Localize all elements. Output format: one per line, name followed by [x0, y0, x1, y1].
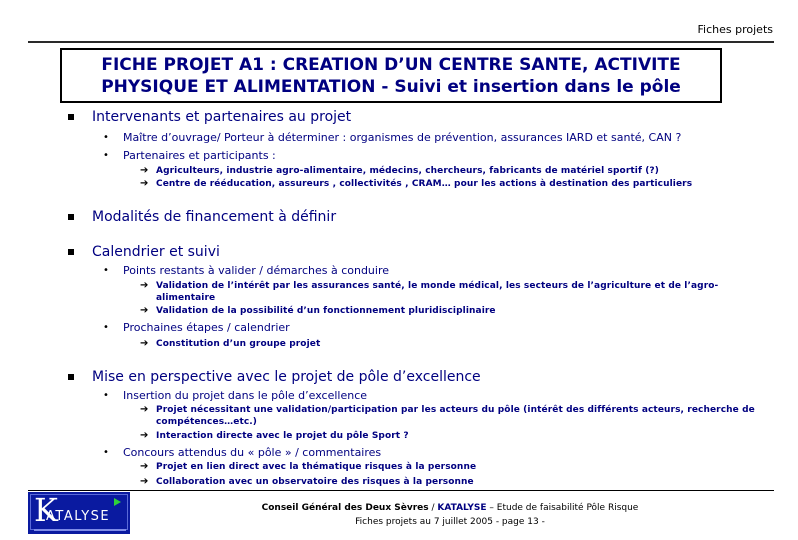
list-item: Concours attendus du « pôle » / commentaires [123, 446, 382, 459]
katalyse-logo [28, 492, 130, 534]
list-item: Validation de l’intérêt par les assurances santé, le monde médical, les secteurs de l’agriculture et de l’agro- [156, 281, 719, 291]
list-item: Constitution d’un groupe projet [156, 339, 321, 349]
list-item: Projet nécessitant une validation/participation par les acteurs du pôle (intérêt des différents acteurs, recherche de [156, 405, 755, 415]
section-heading-perspective: Mise en perspective avec le projet de pôle d’excellence [92, 369, 481, 385]
section-heading-financement: Modalités de financement à définir [92, 209, 337, 225]
list-item: Insertion du projet dans le pôle d’excellence [123, 389, 368, 402]
section-heading-calendrier: Calendrier et suivi [92, 244, 220, 260]
bullet-icon: • [103, 150, 109, 161]
bullet-icon: • [103, 322, 109, 333]
footer-credit [230, 503, 670, 513]
bullet-icon: • [103, 265, 109, 276]
arrow-right-icon: ➔ [140, 305, 149, 316]
list-item: Collaboration avec un observatoire des risques à la personne [156, 477, 474, 487]
bullet-icon: • [103, 132, 109, 143]
header-label: Fiches projets [697, 23, 773, 36]
bullet-icon: • [103, 390, 109, 401]
title-line-1: FICHE PROJET A1 : CREATION D’UN CENTRE SANTE, ACTIVITE [101, 55, 681, 75]
page-title [60, 48, 722, 103]
arrow-right-icon: ➔ [140, 476, 149, 487]
list-item: Validation de la possibilité d’un fonctionnement pluridisciplinaire [156, 306, 496, 316]
logo-letter: K [34, 492, 58, 529]
arrow-right-icon: ➔ [140, 178, 149, 189]
list-item: Agriculteurs, industrie agro-alimentaire, médecins, chercheurs, fabricants de matériel sportif (?) [156, 166, 659, 176]
square-bullet-icon [68, 214, 74, 220]
header-divider [28, 41, 774, 43]
title-line-2: PHYSIQUE ET ALIMENTATION - Suivi et insertion dans le pôle [101, 77, 681, 97]
square-bullet-icon [68, 249, 74, 255]
list-item: Points restants à valider / démarches à conduire [123, 264, 390, 277]
square-bullet-icon [68, 374, 74, 380]
list-item: Centre de rééducation, assureurs , collectivités , CRAM… pour les actions à destination des particuliers [156, 179, 693, 189]
footer-divider [28, 490, 774, 491]
footer-separator: / [428, 503, 438, 513]
footer-company: KATALYSE [437, 503, 487, 513]
list-item: Projet en lien direct avec la thématique risques à la personne [156, 462, 477, 472]
arrow-right-icon: ➔ [140, 338, 149, 349]
list-item: Prochaines étapes / calendrier [123, 321, 290, 334]
list-item-continuation: alimentaire [156, 293, 216, 303]
arrow-right-icon: ➔ [140, 404, 149, 415]
list-item: Maître d’ouvrage/ Porteur à déterminer : organismes de prévention, assurances IARD et santé, CAN ? [123, 131, 682, 144]
logo-underline [34, 529, 126, 531]
section-heading-intervenants: Intervenants et partenaires au projet [92, 109, 352, 125]
arrow-right-icon: ➔ [140, 461, 149, 472]
square-bullet-icon [68, 114, 74, 120]
play-triangle-icon [114, 498, 121, 506]
list-item: Interaction directe avec le projet du pôle Sport ? [156, 431, 409, 441]
list-item: Partenaires et participants : [123, 149, 276, 162]
arrow-right-icon: ➔ [140, 280, 149, 291]
list-item-continuation: compétences…etc.) [156, 417, 258, 427]
arrow-right-icon: ➔ [140, 165, 149, 176]
footer-org: Conseil Général des Deux Sèvres [261, 503, 429, 513]
footer-page-info: Fiches projets au 7 juillet 2005 - page 13 - [355, 517, 545, 527]
logo-wordmark: ATALYSE [46, 509, 111, 524]
bullet-icon: • [103, 447, 109, 458]
footer-study: – Etude de faisabilité Pôle Risque [486, 503, 639, 513]
arrow-right-icon: ➔ [140, 430, 149, 441]
